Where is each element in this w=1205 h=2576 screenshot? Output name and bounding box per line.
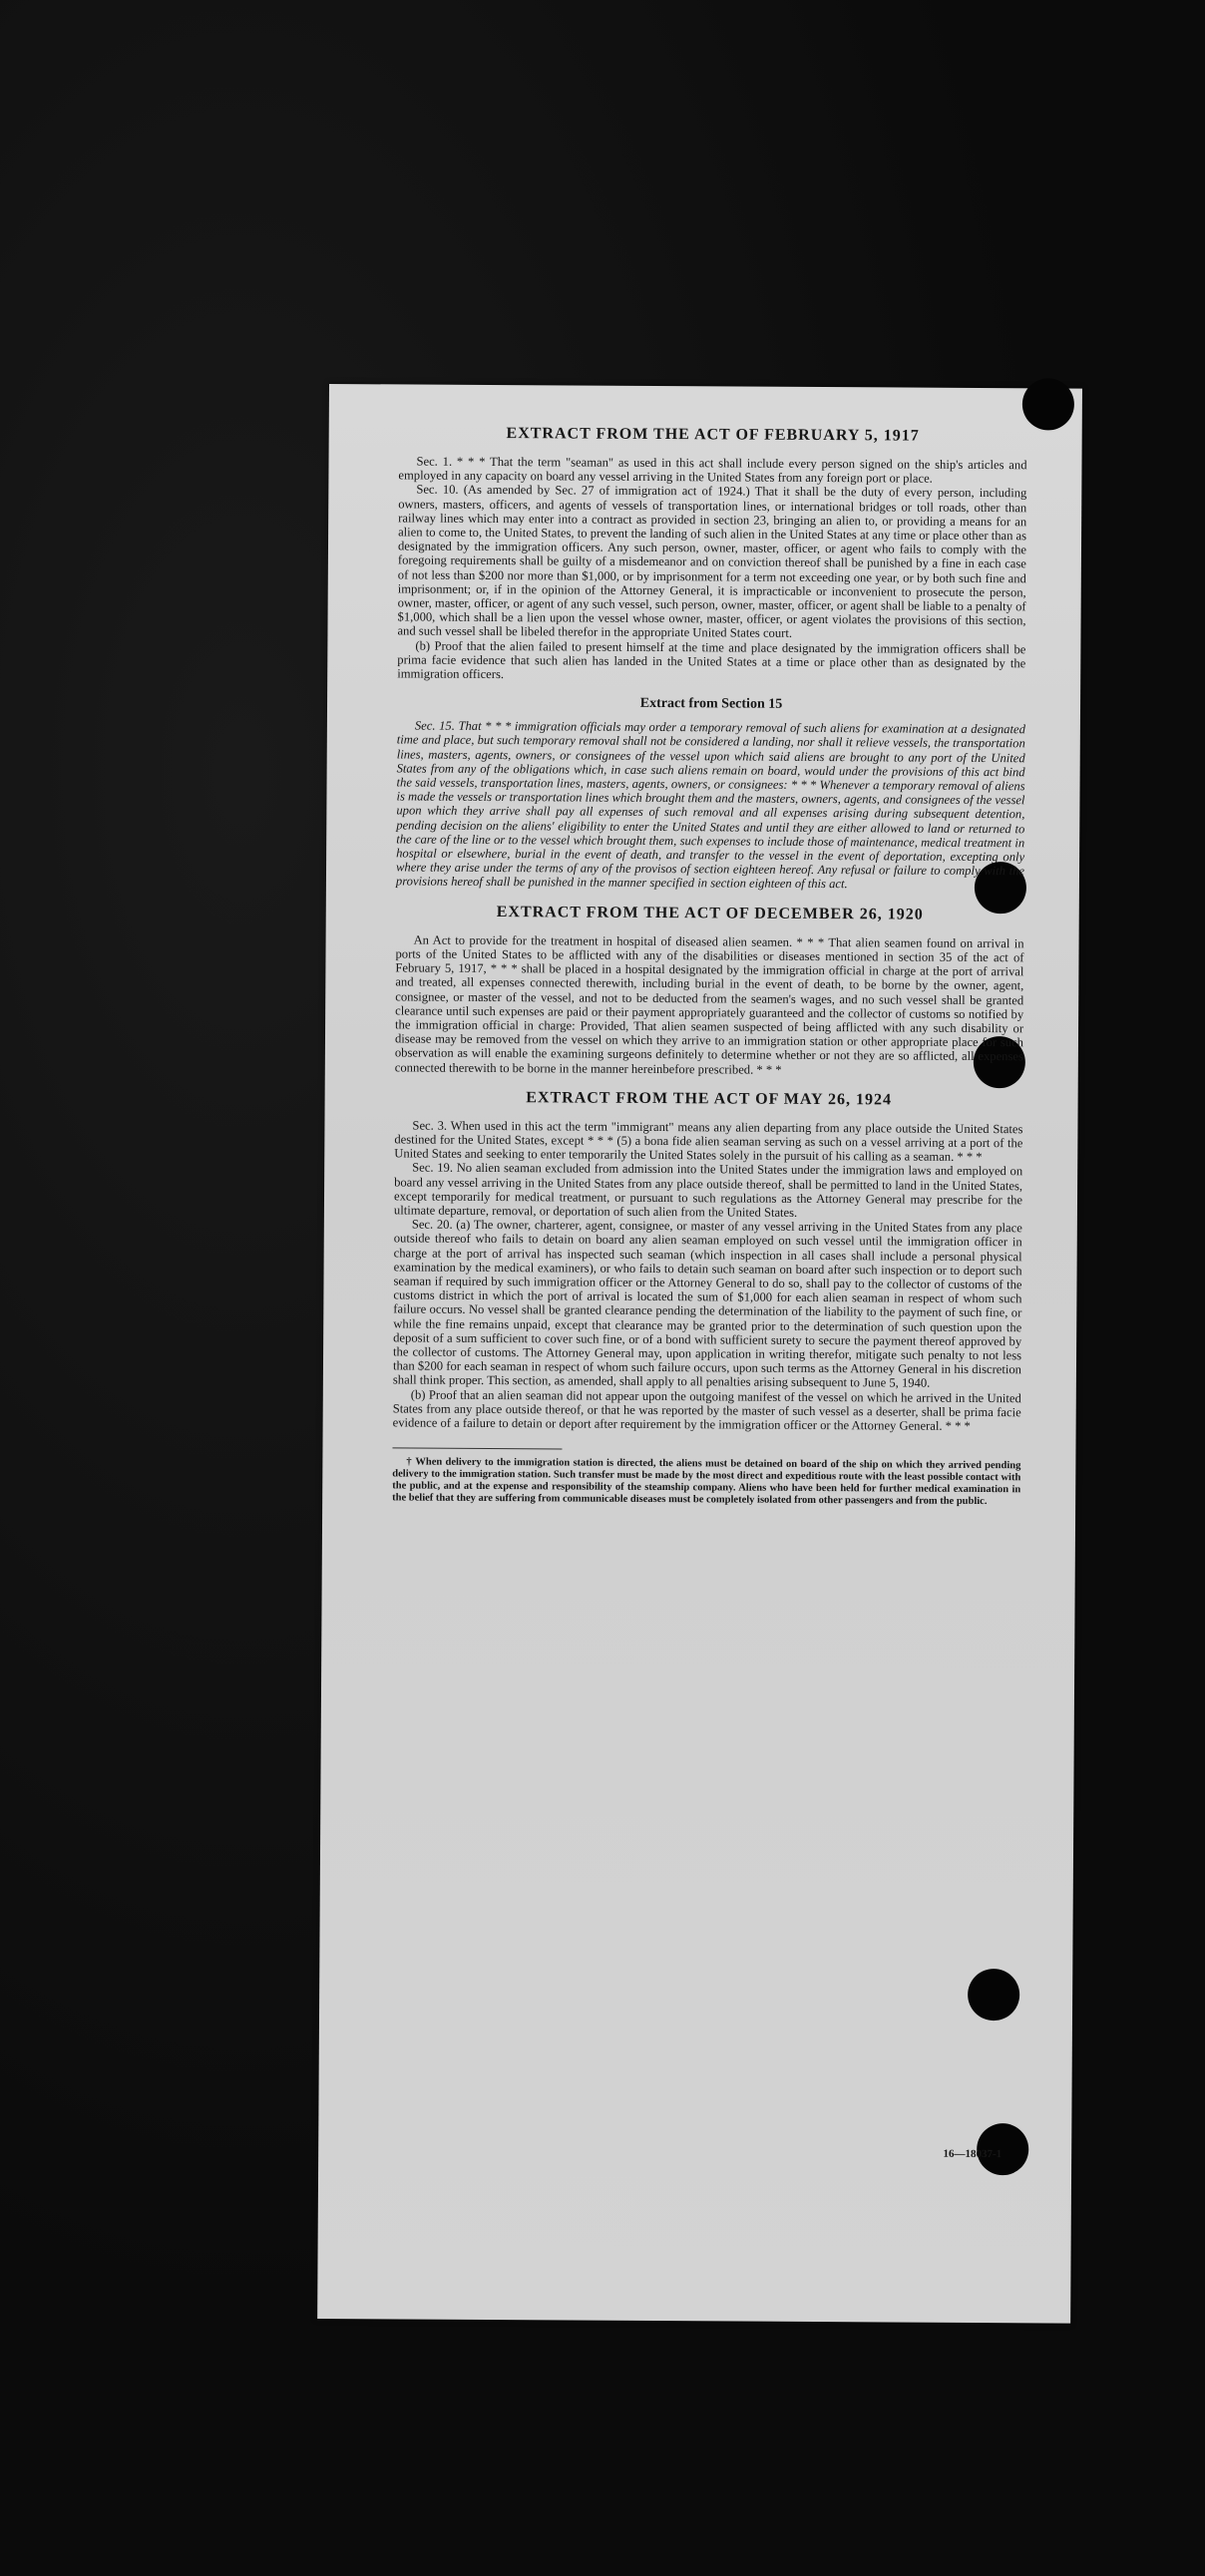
footnote: † When delivery to the immigration station is directed, the aliens must be detained on board of the ship on which they arrived pending delivery to the immigration station. Such transfer must be made by the most direct and expeditious route with the least possible contact with the public, and at the expense and responsibility of the steamship company. Aliens who have been held for further medical examination in the belief that they are suffering from communicable diseases must be completely isolated from other passengers and from the public. — [392, 1456, 1021, 1508]
document-body — [392, 424, 1027, 1508]
document-page — [317, 384, 1082, 2324]
paragraph-sec-20-a: Sec. 20. (a) The owner, charterer, agent, consignee, or master of any vessel arriving in the United States from any place outside thereof who fails to detain on board any alien seaman employed on such vessel until the immigration officer in charge at the port of arrival has inspected such seaman (which inspection in all cases shall include a personal physical examination by the medical examiners), or who fails to detain such seaman on board after such inspection or to deport such seaman if required by such immigration officer or the Attorney General to do so, shall pay to the collector of customs of the customs district in which the port of arrival is located the sum of $1,000 for each alien seaman in respect of whom such failure occurs. No vessel shall be granted clearance pending the determination of the liability to the payment of such fine, or while the fine remains unpaid, except that clearance may be granted prior to the determination of such question upon the deposit of a sum sufficient to cover such fine, or of a bond with sufficient surety to secure the payment thereof approved by the collector of customs. The Attorney General may, upon application in writing therefor, mitigate such penalty to not less than $200 for each seaman in respect of whom such failure occurs, upon such terms as the Attorney General in his discretion shall think proper. This section, as amended, shall apply to all penalties arising subsequent to June 5, 1940. — [392, 1217, 1022, 1391]
paragraph-sec-10-b: (b) Proof that the alien failed to present himself at the time and place designated by the immigration officers shall be prima facie evidence that such alien has landed in the United States at a time or place other than as designated by the immigration officers. — [397, 638, 1026, 682]
punch-hole — [968, 1969, 1019, 2021]
paragraph-sec-15: Sec. 15. That * * * immigration officials may order a temporary removal of such aliens for examination at a designated time and place, but such temporary removal shall not be considered a landing, nor shall it relieve vessels, the transportation lines, masters, agents, owners, or consignees of the vessel upon which said aliens are brought to any port of the United States from any of the obligations which, in case such aliens remain on board, would under the provisions of this act bind the said vessels, transportation lines, masters, agents, owners, or consignees: * * * Whenever a temporary removal of aliens is made the vessels or transportation lines which brought them and the masters, owners, agents, and consignees of the vessel upon which they arrive shall pay all expenses of such removal and all expenses arising during subsequent detention, pending decision on the aliens' eligibility to enter the United States and until they are either allowed to land or returned to the care of the line or to the vessel which brought them, such expenses to include those of maintenance, medical treatment in hospital or elsewhere, burial in the event of death, and transfer to the vessel in the event of deportation, excepting only where they arise under the terms of any of the provisos of section eighteen hereof. Any refusal or failure to comply with the provisions hereof shall be punished in the manner specified in section eighteen of this act. — [395, 718, 1025, 892]
paragraph-sec-20-b: (b) Proof that an alien seaman did not appear upon the outgoing manifest of the vessel on which he arrived in the United States from any place outside thereof, or that he was reported by the master of such vessel as a deserter, shall be prima facie evidence of a failure to detain or deport after requirement by the immigration officer or the Attorney General. * * * — [392, 1387, 1021, 1433]
subtitle-section-15: Extract from Section 15 — [639, 696, 783, 713]
section-title-1920: EXTRACT FROM THE ACT OF DECEMBER 26, 1920 — [496, 903, 924, 923]
section-title-1924: EXTRACT FROM THE ACT OF MAY 26, 1924 — [526, 1088, 893, 1109]
punch-hole — [1022, 378, 1074, 430]
paragraph-sec-19: Sec. 19. No alien seaman excluded from admission into the United States under the immigration laws and employed on board any vessel arriving in the United States from any place outside thereof, shall be permitted to land in the United States, except temporarily for medical treatment, or pursuant to such regulations as the Attorney General may prescribe for the ultimate departure, removal, or deportation of such alien from the United States. — [393, 1160, 1023, 1220]
paragraph-sec-1: Sec. 1. * * * That the term "seaman" as used in this act shall include every person signed on the ship's articles and employed in any capacity on board any vessel arriving in the United States from any foreign port or place. — [398, 454, 1027, 486]
paragraph-sec-10: Sec. 10. (As amended by Sec. 27 of immigration act of 1924.) That it shall be the duty of every person, including owners, masters, officers, and agents of vessels of transportation lines, or international bridges or toll roads, other than railway lines which may enter into a contract as provided in section 23, bringing an alien to, or providing a means for an alien to come to, the United States, to prevent the landing of such alien in the United States at any time or place other than as designated by the immigration officers. Any such person, owner, master, officer, or agent who fails to comply with the foregoing requirements shall be guilty of a misdemeanor and on conviction thereof shall be punished by a fine in each case of not less than $200 nor more than $1,000, or by imprisonment for a term not exceeding one year, or by both such fine and imprisonment; or, if in the opinion of the Attorney General, it is impracticable or inconvenient to prosecute the person, owner, master, officer, or agent of any such vessel, such person, owner, master, officer, or agent shall be liable to a penalty of $1,000, which shall be a lien upon the vessel whose owner, master, officer, or agent violates the provisions of this section, and such vessel shall be libeled therefor in the appropriate United States court. — [397, 482, 1027, 641]
paragraph-sec-3: Sec. 3. When used in this act the term "immigrant" means any alien departing from any place outside the United States destined for the United States, except * * * (5) a bona fide alien seaman serving as such on a vessel arriving at a port of the United States and seeking to enter temporarily the United States solely in the pursuit of his calling as a seaman. * * * — [394, 1118, 1023, 1165]
footnote-divider — [392, 1448, 562, 1450]
paragraph-act-1920: An Act to provide for the treatment in hospital of diseased alien seamen. * * * That alien seamen found on arrival in ports of the United States to be afflicted with any of the disabilities or diseases mentioned in section 35 of the act of February 5, 1917, * * * shall be placed in a hospital designated by the immigration official in charge at the port of arrival and treated, all expenses connected therewith, including burial in the event of death, to be borne by the owner, agent, consignee, or master of the vessel, and not to be deducted from the seamen's wages, and no such vessel shall be granted clearance until such expenses are paid or their payment appropriately guaranteed and the collector of customs so notified by the immigration official in charge: Provided, That alien seamen suspected of being afflicted with any such disability or disease may be removed from the vessel on which they arrive to an immigration station or other appropriate place for such observation as will enable the examining surgeons definitely to determine whether or not they are so afflicted, all expenses connected therewith to be borne in the manner hereinbefore prescribed. * * * — [394, 932, 1024, 1077]
form-number: 16—18037-1 — [943, 2147, 1003, 2161]
section-title-1917: EXTRACT FROM THE ACT OF FEBRUARY 5, 1917 — [506, 425, 920, 445]
